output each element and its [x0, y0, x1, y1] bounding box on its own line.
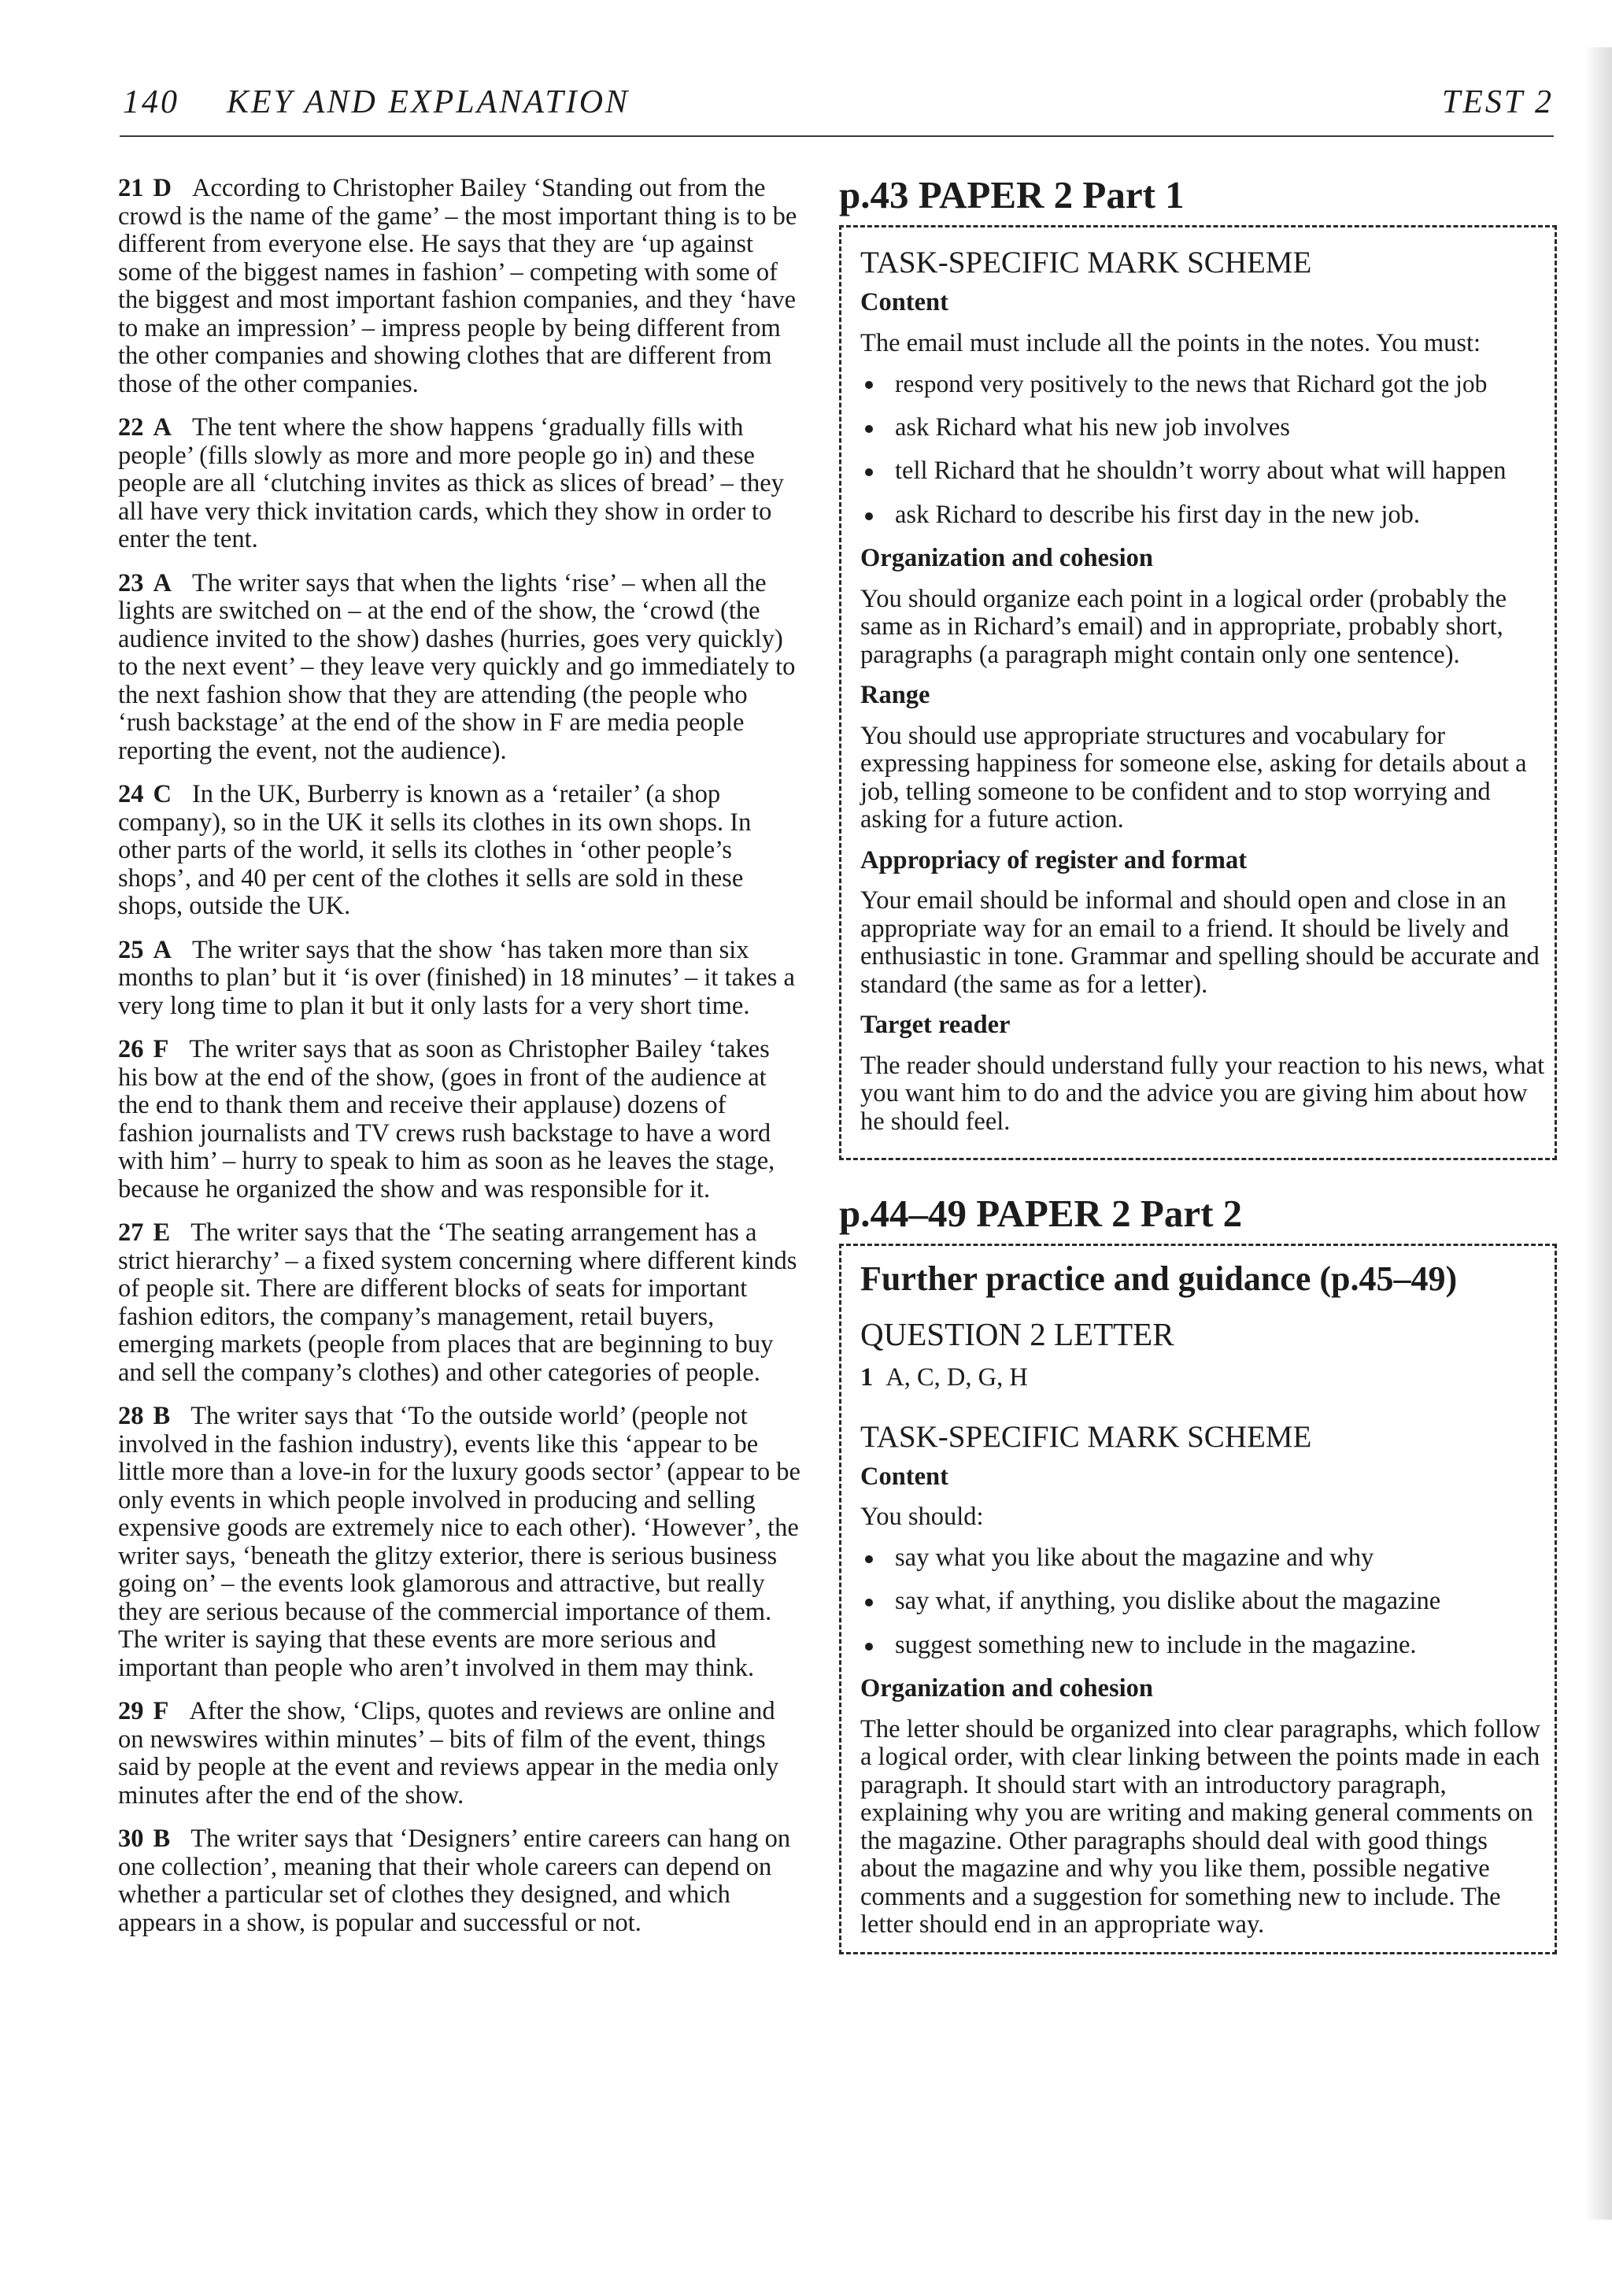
answer-item-26 [118, 1036, 801, 1203]
item-explanation: The writer says that when the lights ‘rise’ – when all the lights are switched on – at the end of the show, the ‘crowd (the audience invited to the show) dashes (hurries, goes very quickly) to the next event’ – they leave very quickly and go immediately to the next fashion show that they are attending (the people who ‘rush backstage’ at the end of the show in F are media people reporting the event, not the audience). [118, 568, 796, 765]
answer-item-24 [118, 781, 801, 921]
section-title: KEY AND EXPLANATION [227, 84, 630, 120]
register-text: Your email should be informal and should open and close in an appropriate way for an email to a friend. It should be lively and enthusiastic in tone. Grammar and spelling should be accurate and standard (the same as for a letter). [860, 886, 1540, 999]
answer-key-column [118, 175, 801, 1953]
bullet-item: ask Richard to describe his first day in the new job. [860, 501, 1545, 530]
answer-item-30 [118, 1825, 801, 1937]
target-reader-text: The reader should understand fully your reaction to his news, what you want him to do and the advice you are giving him about how he should feel. [860, 1051, 1545, 1136]
item-number: 24 [118, 780, 144, 808]
test-label: TEST 2 [1441, 84, 1554, 120]
content-heading: Content [860, 1462, 948, 1491]
item-letter: F [153, 1035, 169, 1063]
item-letter: A [153, 935, 172, 964]
item-number: 29 [118, 1697, 144, 1725]
item-explanation: The writer says that the show ‘has taken more than six months to plan’ but it ‘is over (finished) in 18 minutes’ – it takes a very long time to plan it but it only lasts for a very short time. [118, 935, 795, 1020]
bullet-item: say what, if anything, you dislike about the magazine [860, 1588, 1545, 1616]
organization-text: The letter should be organized into clear paragraphs, which follow a logical order, with clear linking between the points made in each paragraph. It should start with an introductory paragraph, explaining why you are writing and making general comments on the magazine. Other paragraphs should deal with good things about the magazine and why you like them, possible negative comments and a suggestion for something new to include. The letter should end in an appropriate way. [860, 1714, 1540, 1939]
item-letter: F [153, 1697, 169, 1725]
answer-line [860, 1364, 1545, 1392]
paper2-part2-heading: p.44–49 PAPER 2 Part 2 [839, 1192, 1243, 1235]
item-explanation: According to Christopher Bailey ‘Standing out from the crowd is the name of the game’ – the most important thing is to be different from everyone else. He says that they are ‘up against some of the biggest names in fashion’ – competing with some of the biggest and most important fashion companies, and they ‘have to make an impression’ – impress people by being different from the other companies and showing clothes that are different from those of the other companies. [118, 174, 797, 398]
item-explanation: The writer says that ‘To the outside world’ (people not involved in the fashion industry), events like this ‘appear to be little more than a love-in for the luxury goods sector’ (appear to be only events in which people involved in producing and selling expensive goods are extremely nice to each other). ‘However’, the writer says, ‘beneath the glitzy exterior, there is serious business going on’ – the events look glamorous and attractive, but really they are serious because of the commercial importance of them. The writer is saying that these events are more serious and important than people who aren’t involved in them may think. [118, 1402, 800, 1682]
part2-guidance-box [839, 1244, 1557, 1954]
bullet-item: tell Richard that he shouldn’t worry about what will happen [860, 457, 1545, 486]
register-heading: Appropriacy of register and format [860, 845, 1248, 874]
answer-item-21 [118, 175, 801, 398]
content-bullet-list [860, 1544, 1545, 1660]
mark-scheme-title: TASK-SPECIFIC MARK SCHEME [860, 1419, 1312, 1454]
item-explanation: In the UK, Burberry is known as a ‘retailer’ (a shop company), so in the UK it sells its clothes in its own shops. In other parts of the world, it sells its clothes in ‘other people’s shops’, and 40 per cent of the clothes it sells are sold in these shops, outside the UK. [118, 780, 752, 920]
mark-scheme-title: TASK-SPECIFIC MARK SCHEME [860, 246, 1312, 279]
answer-item-25 [118, 937, 801, 1021]
item-number: 26 [118, 1035, 144, 1063]
item-explanation: The writer says that ‘Designers’ entire careers can hang on one collection’, meaning that their whole careers can depend on whether a particular set of clothes they designed, and which appears in a show, is popular and successful or not. [118, 1825, 791, 1937]
item-number: 25 [118, 935, 144, 964]
writing-guidance-column [839, 173, 1557, 1954]
answer-letters: A, C, D, G, H [885, 1363, 1028, 1392]
running-header [120, 80, 1554, 137]
target-reader-heading: Target reader [860, 1011, 1011, 1039]
question-title: QUESTION 2 LETTER [860, 1316, 1174, 1352]
further-practice-title: Further practice and guidance (p.45–49) [860, 1259, 1458, 1298]
item-letter: A [153, 413, 172, 442]
content-intro: The email must include all the points in the notes. You must: [860, 328, 1481, 357]
answer-number: 1 [860, 1363, 874, 1392]
item-explanation: The tent where the show happens ‘gradually fills with people’ (fills slowly as more and more people go in) and these people are all ‘clutching invites as thick as slices of bread’ – they all have very thick invitation cards, which they show in order to enter the tent. [118, 413, 784, 553]
content-intro: You should: [860, 1503, 984, 1531]
answer-item-27 [118, 1219, 801, 1387]
part1-mark-scheme-box [839, 225, 1557, 1160]
page-edge-shadow [1585, 47, 1612, 2220]
item-letter: D [153, 174, 172, 202]
item-letter: B [153, 1402, 171, 1430]
bullet-item: ask Richard what his new job involves [860, 414, 1545, 442]
item-explanation: The writer says that the ‘The seating arrangement has a strict hierarchy’ – a fixed system concerning where different kinds of people sit. There are different blocks of seats for important fashion editors, the company’s management, retail buyers, emerging markets (people from places that are beginning to buy and sell the company’s clothes) and other categories of people. [118, 1218, 797, 1387]
bullet-item: respond very positively to the news that Richard got the job [860, 370, 1545, 398]
item-number: 21 [118, 174, 144, 202]
organization-heading: Organization and cohesion [860, 544, 1153, 572]
answer-item-23 [118, 570, 801, 766]
content-heading: Content [860, 288, 948, 316]
page-number: 140 [123, 84, 179, 120]
bullet-item: suggest something new to include in the magazine. [860, 1632, 1545, 1660]
answer-item-29 [118, 1698, 801, 1810]
content-bullet-list [860, 370, 1545, 529]
item-letter: C [153, 780, 172, 808]
item-letter: E [153, 1218, 171, 1247]
item-number: 28 [118, 1402, 144, 1430]
range-text: You should use appropriate structures and vocabulary for expressing happiness for someone else, asking for details about a job, telling someone to be confident and to stop worrying and asking for a future action. [860, 721, 1527, 834]
answer-item-28 [118, 1403, 801, 1682]
item-number: 27 [118, 1218, 144, 1247]
paper2-part1-heading: p.43 PAPER 2 Part 1 [839, 173, 1185, 216]
answer-item-22 [118, 414, 801, 554]
range-heading: Range [860, 681, 930, 709]
organization-heading: Organization and cohesion [860, 1674, 1153, 1703]
bullet-item: say what you like about the magazine and why [860, 1544, 1545, 1573]
item-explanation: The writer says that as soon as Christopher Bailey ‘takes his bow at the end of the show, (goes in front of the audience at the end to thank them and receive their applause) dozens of fashion journalists and TV crews rush backstage to have a word with him’ – hurry to speak to him as soon as he leaves the stage, because he organized the show and was responsible for it. [118, 1035, 775, 1203]
item-letter: B [153, 1825, 171, 1853]
item-explanation: After the show, ‘Clips, quotes and reviews are online and on newswires within minutes’ – bits of film of the event, things said by people at the event and reviews appear in the media only minutes after the end of the show. [118, 1697, 779, 1810]
item-number: 22 [118, 413, 144, 442]
item-letter: A [153, 568, 172, 597]
item-number: 30 [118, 1825, 144, 1853]
organization-text: You should organize each point in a logical order (probably the same as in Richard’s email) and in appropriate, probably short, paragraphs (a paragraph might contain only one sentence). [860, 584, 1507, 669]
item-number: 23 [118, 568, 144, 597]
